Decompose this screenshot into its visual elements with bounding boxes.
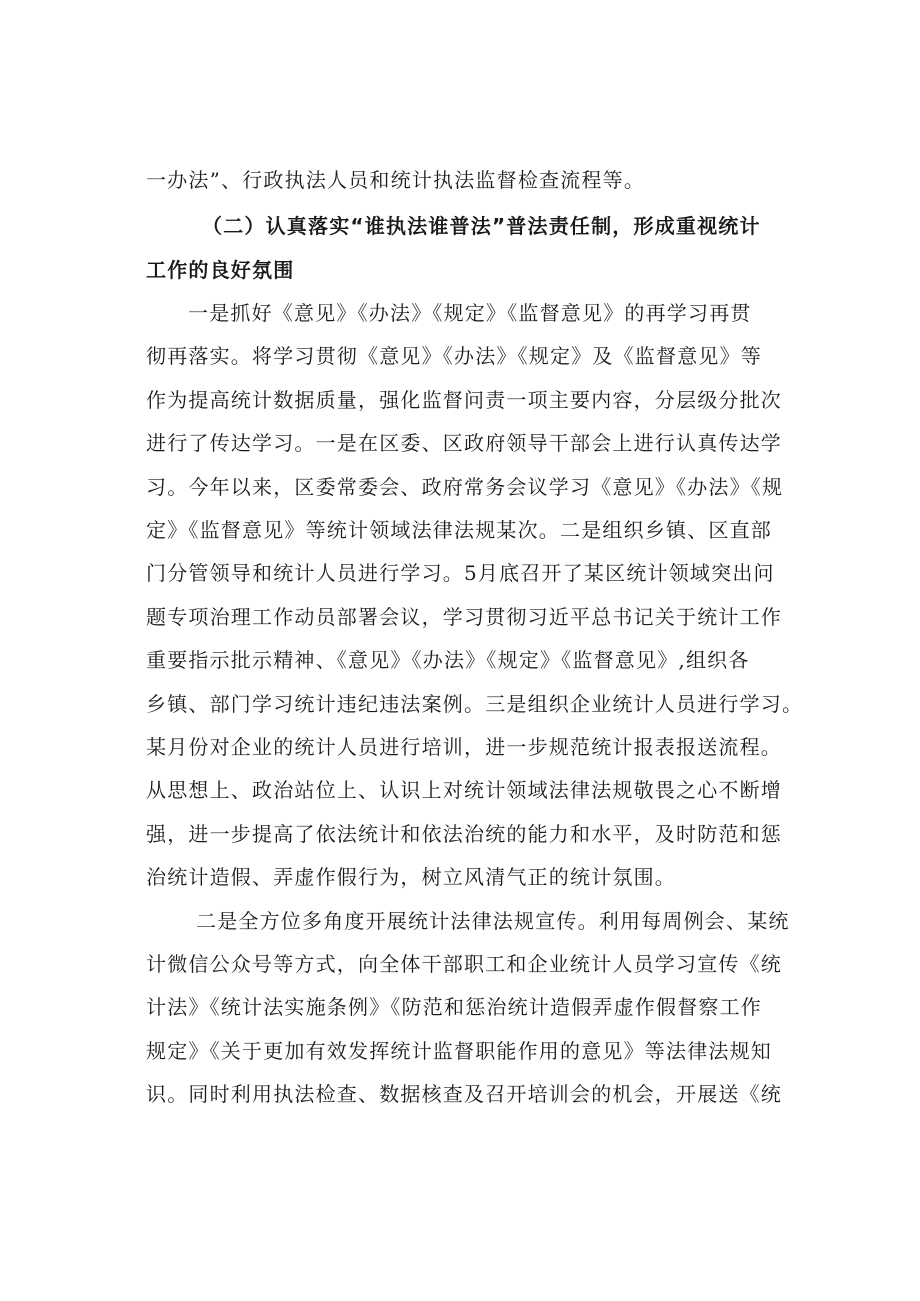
text-line: 一办法”、行政执法人员和统计执法监督检查流程等。 (146, 168, 646, 192)
text-line: 识。同时利用执法检查、数据核查及召开培训会的机会，开展送《统 (146, 1082, 782, 1106)
text-line: 门分管领导和统计人员进行学习。5月底召开了某区统计领域突出问 (146, 561, 775, 585)
section-heading: （二）认真落实“谁执法谁普法”普法责任制，形成重视统计 (202, 214, 761, 238)
text-line: 作为提高统计数据质量，强化监督问责一项主要内容，分层级分批次 (146, 388, 782, 412)
paragraph-first-line: 一是抓好《意见》《办法》《规定》《监督意见》的再学习再贯 (188, 301, 752, 325)
text-line: 重要指示批示精神、《意见》《办法》《规定》《监督意见》,组织各 (146, 648, 750, 672)
text-line: 题专项治理工作动员部署会议，学习贯彻习近平总书记关于统计工作 (146, 605, 782, 629)
text-line: 定》《监督意见》等统计领域法律法规某次。二是组织乡镇、区直部 (146, 518, 772, 542)
text-line: 乡镇、部门学习统计违纪违法案例。三是组织企业统计人员进行学习。 (146, 692, 804, 716)
text-line: 从思想上、政治站位上、认识上对统计领域法律法规敬畏之心不断增 (146, 778, 782, 802)
text-line: 彻再落实。将学习贯彻《意见》《办法》《规定》及《监督意见》等 (146, 344, 762, 368)
text-line: 习。今年以来，区委常委会、政府常务会议学习《意见》《办法》《规 (146, 475, 784, 499)
text-line: 某月份对企业的统计人员进行培训，进一步规范统计报表报送流程。 (146, 735, 782, 759)
paragraph-first-line: 二是全方位多角度开展统计法律法规宣传。利用每周例会、某统 (196, 909, 790, 933)
section-heading-continued: 工作的良好氛围 (146, 258, 295, 282)
text-line: 计法》《统计法实施条例》《防范和惩治统计造假弄虚作假督察工作 (146, 995, 762, 1019)
text-line: 计微信公众号等方式，向全体干部职工和企业统计人员学习宣传《统 (146, 952, 782, 976)
text-line: 进行了传达学习。一是在区委、区政府领导干部会上进行认真传达学 (146, 431, 782, 455)
text-line: 强，进一步提高了依法统计和依法治统的能力和水平，及时防范和惩 (146, 822, 782, 846)
text-line: 规定》《关于更加有效发挥统计监督职能作用的意见》等法律法规知 (146, 1039, 772, 1063)
text-line: 治统计造假、弄虚作假行为，树立风清气正的统计氛围。 (146, 865, 676, 889)
